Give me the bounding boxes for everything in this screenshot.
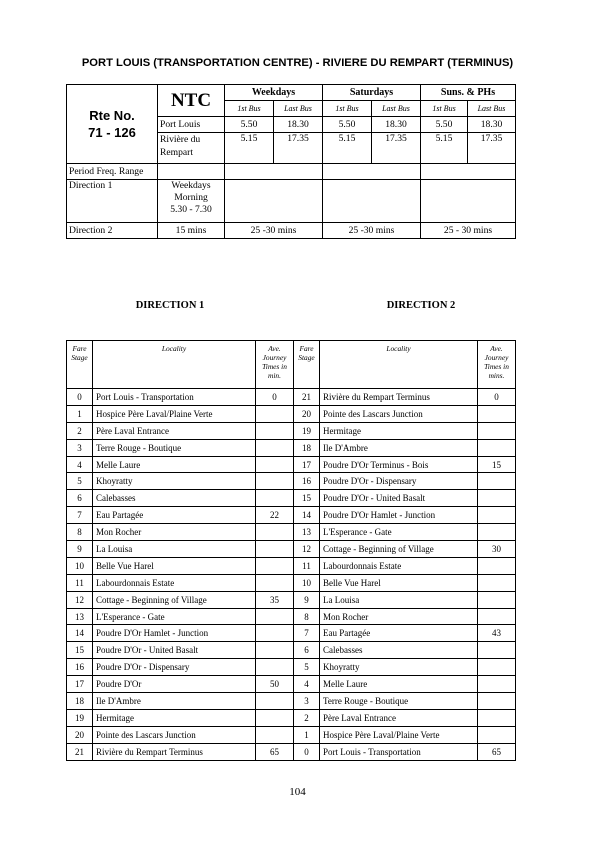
table-row [67, 726, 516, 743]
time-cell: 5.15 [225, 133, 274, 164]
journey-time-cell [478, 524, 516, 541]
locality-cell: Cottage - Beginning of Village [320, 541, 478, 558]
journey-time-cell [256, 557, 294, 574]
journey-time-cell [478, 422, 516, 439]
journey-time-cell [256, 541, 294, 558]
time-cell: 5.50 [225, 117, 274, 133]
fare-stage-cell: 19 [67, 709, 93, 726]
fare-stage-cell: 20 [294, 405, 320, 422]
journey-time-cell: 0 [478, 389, 516, 406]
journey-time-cell: 22 [256, 507, 294, 524]
route-number-cell [67, 85, 158, 164]
fare-stage-cell: 11 [67, 574, 93, 591]
table-row [67, 541, 516, 558]
direction2-freq: 25 -30 mins [225, 223, 323, 239]
locality-cell: Ile D'Ambre [93, 693, 256, 710]
locality-cell: Ile D'Ambre [320, 439, 478, 456]
locality-cell: Rivière du Rempart Terminus [320, 389, 478, 406]
fare-stage-cell: 3 [294, 693, 320, 710]
table-row [67, 490, 516, 507]
journey-time-cell [256, 709, 294, 726]
journey-time-cell [256, 439, 294, 456]
time-cell: 5.15 [421, 133, 468, 164]
fare-stage-cell: 21 [67, 743, 93, 760]
table-row [67, 473, 516, 490]
locality-cell: Poudre D'Or - United Basalt [93, 642, 256, 659]
locality-cell: Hermitage [320, 422, 478, 439]
empty-cell [225, 180, 323, 223]
fare-stage-cell: 17 [67, 676, 93, 693]
locality-cell: Terre Rouge - Boutique [93, 439, 256, 456]
journey-time-cell: 30 [478, 541, 516, 558]
fare-stage-cell: 10 [67, 557, 93, 574]
journey-time-cell [256, 574, 294, 591]
locality-cell: Cottage - Beginning of Village [93, 591, 256, 608]
fare-stage-cell: 1 [67, 405, 93, 422]
fare-stage-cell: 6 [294, 642, 320, 659]
table-row [67, 524, 516, 541]
fare-stage-cell: 20 [67, 726, 93, 743]
journey-time-cell [256, 422, 294, 439]
locality-cell: Melle Laure [93, 456, 256, 473]
time-cell: 17.35 [372, 133, 421, 164]
page-number: 104 [289, 786, 306, 798]
journey-time-cell: 35 [256, 591, 294, 608]
last-bus-header: Last Bus [468, 101, 516, 117]
journey-time-cell [256, 693, 294, 710]
journey-time-cell: 0 [256, 389, 294, 406]
first-bus-header: 1st Bus [323, 101, 372, 117]
journey-time-cell [256, 642, 294, 659]
locality-cell: Rivière du Rempart Terminus [93, 743, 256, 760]
locality-header: Locality [320, 341, 478, 389]
locality-cell: Pointe des Lascars Junction [320, 405, 478, 422]
direction1-heading: DIRECTION 1 [135, 300, 205, 311]
page-title: PORT LOUIS (TRANSPORTATION CENTRE) - RIVIERE DU REMPART (TERMINUS) [81, 57, 514, 69]
journey-time-cell [478, 693, 516, 710]
table-row [67, 557, 516, 574]
time-cell: 5.50 [323, 117, 372, 133]
fare-stage-cell: 7 [67, 507, 93, 524]
journey-time-cell [478, 642, 516, 659]
locality-cell: Hospice Père Laval/Plaine Verte [93, 405, 256, 422]
locality-cell: La Louisa [320, 591, 478, 608]
first-bus-header: 1st Bus [225, 101, 274, 117]
fare-stage-cell: 18 [294, 439, 320, 456]
locality-cell: Calebasses [93, 490, 256, 507]
fare-stage-cell: 7 [294, 625, 320, 642]
time-cell: 17.35 [468, 133, 516, 164]
journey-time-cell [478, 473, 516, 490]
journey-time-cell: 65 [256, 743, 294, 760]
direction2-freq: 15 mins [158, 223, 225, 239]
fare-stage-cell: 15 [294, 490, 320, 507]
table-row [67, 439, 516, 456]
fare-stage-cell: 12 [294, 541, 320, 558]
locality-cell: Eau Partagée [320, 625, 478, 642]
fare-stage-cell: 19 [294, 422, 320, 439]
locality-cell: Poudre D'Or - Dispensary [320, 473, 478, 490]
table-row [67, 574, 516, 591]
fare-stage-cell: 0 [294, 743, 320, 760]
journey-time-cell [478, 591, 516, 608]
fare-stage-cell: 2 [294, 709, 320, 726]
route-label: Rte No. [89, 108, 135, 123]
locality-header: Locality [93, 341, 256, 389]
locality-cell: Père Laval Entrance [93, 422, 256, 439]
direction2-label: Direction 2 [67, 223, 158, 239]
fare-stage-cell: 15 [67, 642, 93, 659]
table-row [67, 422, 516, 439]
fare-stage-header: Fare Stage [294, 341, 320, 389]
group-saturdays: Saturdays [323, 85, 421, 101]
empty-cell [323, 164, 421, 180]
fare-stage-cell: 9 [67, 541, 93, 558]
direction1-period: Weekdays Morning 5.30 - 7.30 [158, 180, 225, 223]
time-cell: 18.30 [372, 117, 421, 133]
journey-time-cell: 15 [478, 456, 516, 473]
locality-cell: Mon Rocher [93, 524, 256, 541]
journey-time-cell [256, 405, 294, 422]
table-row [67, 676, 516, 693]
locality-cell: Eau Partagée [93, 507, 256, 524]
table-row [67, 389, 516, 406]
journey-time-cell [256, 473, 294, 490]
table-row [67, 507, 516, 524]
fare-stage-cell: 4 [294, 676, 320, 693]
schedule-table [66, 84, 516, 239]
route-number: 71 - 126 [88, 125, 136, 140]
journey-time-cell [478, 709, 516, 726]
fare-stage-cell: 17 [294, 456, 320, 473]
locality-cell: Poudre D'Or Terminus - Bois [320, 456, 478, 473]
locality-cell: La Louisa [93, 541, 256, 558]
locality-cell: Labourdonnais Estate [320, 557, 478, 574]
time-cell: 18.30 [468, 117, 516, 133]
fare-stage-cell: 8 [294, 608, 320, 625]
fare-stage-cell: 13 [67, 608, 93, 625]
group-weekdays: Weekdays [225, 85, 323, 101]
journey-time-cell: 65 [478, 743, 516, 760]
journey-time-cell [256, 608, 294, 625]
table-row [67, 709, 516, 726]
locality-cell: Poudre D'Or [93, 676, 256, 693]
empty-cell [323, 180, 421, 223]
direction2-freq: 25 -30 mins [323, 223, 421, 239]
direction2-heading: DIRECTION 2 [386, 300, 456, 311]
fare-stage-header: Fare Stage [67, 341, 93, 389]
locality-cell: L'Esperance - Gate [93, 608, 256, 625]
locality-cell: Labourdonnais Estate [93, 574, 256, 591]
journey-time-header: Ave. Journey Times in min. [256, 341, 294, 389]
fare-stage-cell: 18 [67, 693, 93, 710]
locality-cell: Belle Vue Harel [320, 574, 478, 591]
locality-cell: Poudre D'Or Hamlet - Junction [320, 507, 478, 524]
table-row [67, 456, 516, 473]
table-row [67, 405, 516, 422]
period-label: Period Freq. Range [67, 164, 158, 180]
journey-time-cell [478, 507, 516, 524]
journey-time-header: Ave. Journey Times in mins. [478, 341, 516, 389]
table-row [67, 693, 516, 710]
fare-stage-cell: 6 [67, 490, 93, 507]
table-row [67, 659, 516, 676]
table-row [67, 608, 516, 625]
locality-cell: Port Louis - Transportation [320, 743, 478, 760]
locality-cell: Hospice Père Laval/Plaine Verte [320, 726, 478, 743]
time-cell: 5.15 [323, 133, 372, 164]
journey-time-cell [478, 676, 516, 693]
locality-cell: Hermitage [93, 709, 256, 726]
time-cell: 17.35 [274, 133, 323, 164]
fare-stage-table [66, 340, 516, 761]
journey-time-cell [478, 608, 516, 625]
journey-time-cell [478, 574, 516, 591]
direction1-label: Direction 1 [67, 180, 158, 223]
table-row [67, 743, 516, 760]
fare-stage-cell: 11 [294, 557, 320, 574]
fare-stage-cell: 5 [67, 473, 93, 490]
journey-time-cell [478, 490, 516, 507]
journey-time-cell: 43 [478, 625, 516, 642]
fare-stage-cell: 16 [67, 659, 93, 676]
fare-stage-cell: 10 [294, 574, 320, 591]
operator-name: NTC [158, 85, 225, 117]
locality-cell: Mon Rocher [320, 608, 478, 625]
locality-cell: L'Esperance - Gate [320, 524, 478, 541]
locality-cell: Melle Laure [320, 676, 478, 693]
fare-stage-cell: 9 [294, 591, 320, 608]
locality-cell: Khoyratty [93, 473, 256, 490]
locality-cell: Terre Rouge - Boutique [320, 693, 478, 710]
fare-stage-cell: 3 [67, 439, 93, 456]
empty-cell [421, 164, 516, 180]
journey-time-cell [256, 659, 294, 676]
locality-cell: Poudre D'Or - United Basalt [320, 490, 478, 507]
fare-stage-cell: 0 [67, 389, 93, 406]
fare-stage-cell: 12 [67, 591, 93, 608]
table-row [67, 625, 516, 642]
journey-time-cell [478, 405, 516, 422]
journey-time-cell: 50 [256, 676, 294, 693]
journey-time-cell [478, 439, 516, 456]
place-riviere-du-rempart: Rivière du Rempart [158, 133, 225, 164]
first-bus-header: 1st Bus [421, 101, 468, 117]
direction2-freq: 25 - 30 mins [421, 223, 516, 239]
locality-cell: Poudre D'Or - Dispensary [93, 659, 256, 676]
place-port-louis: Port Louis [158, 117, 225, 133]
fare-stage-cell: 13 [294, 524, 320, 541]
time-cell: 5.50 [421, 117, 468, 133]
empty-cell [158, 164, 225, 180]
fare-stage-cell: 2 [67, 422, 93, 439]
locality-cell: Poudre D'Or Hamlet - Junction [93, 625, 256, 642]
journey-time-cell [256, 726, 294, 743]
journey-time-cell [256, 625, 294, 642]
table-row [67, 642, 516, 659]
fare-stage-cell: 21 [294, 389, 320, 406]
locality-cell: Belle Vue Harel [93, 557, 256, 574]
last-bus-header: Last Bus [372, 101, 421, 117]
fare-stage-cell: 14 [67, 625, 93, 642]
locality-cell: Père Laval Entrance [320, 709, 478, 726]
locality-cell: Port Louis - Transportation [93, 389, 256, 406]
fare-stage-cell: 4 [67, 456, 93, 473]
locality-cell: Khoyratty [320, 659, 478, 676]
journey-time-cell [256, 524, 294, 541]
table-row [67, 591, 516, 608]
last-bus-header: Last Bus [274, 101, 323, 117]
fare-stage-cell: 8 [67, 524, 93, 541]
journey-time-cell [256, 456, 294, 473]
journey-time-cell [478, 557, 516, 574]
journey-time-cell [478, 659, 516, 676]
journey-time-cell [478, 726, 516, 743]
locality-cell: Calebasses [320, 642, 478, 659]
fare-stage-cell: 14 [294, 507, 320, 524]
empty-cell [421, 180, 516, 223]
fare-stage-cell: 16 [294, 473, 320, 490]
journey-time-cell [256, 490, 294, 507]
empty-cell [225, 164, 323, 180]
group-sundays: Suns. & PHs [421, 85, 516, 101]
fare-stage-cell: 1 [294, 726, 320, 743]
fare-stage-cell: 5 [294, 659, 320, 676]
time-cell: 18.30 [274, 117, 323, 133]
locality-cell: Pointe des Lascars Junction [93, 726, 256, 743]
